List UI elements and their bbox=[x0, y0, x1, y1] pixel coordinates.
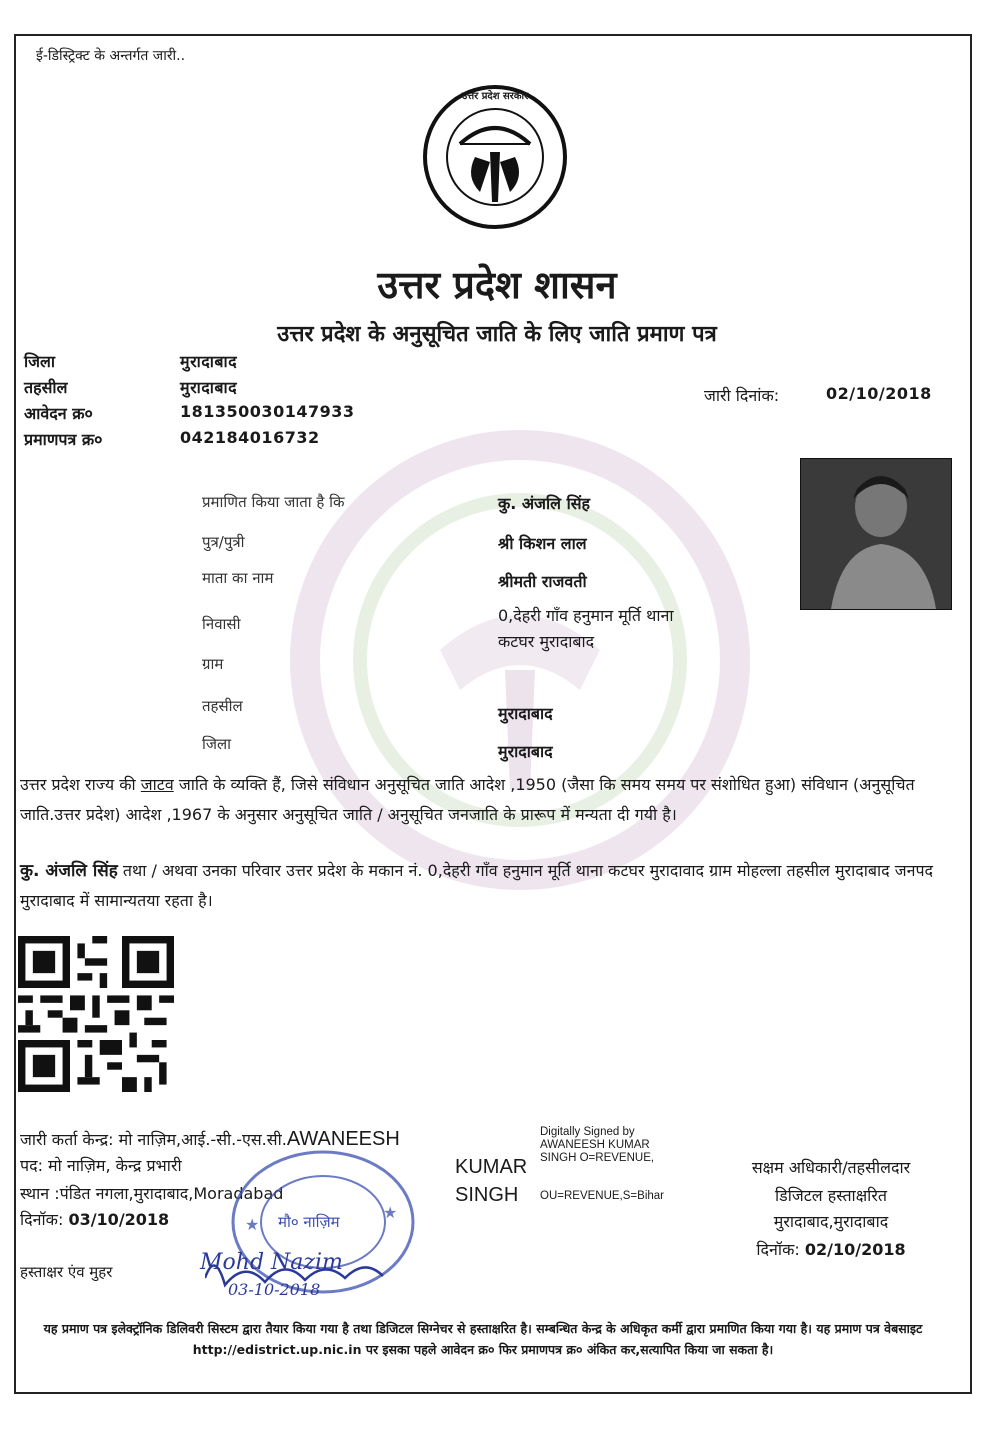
sig-name-line3: SINGH bbox=[455, 1184, 519, 1206]
page-title: उत्तर प्रदेश शासन bbox=[377, 263, 617, 307]
authority-date-row bbox=[700, 1238, 962, 1260]
certificate-subtitle: उत्तर प्रदेश के अनुसूचित जाति के लिए जाति प्रमाण पत्र bbox=[277, 322, 717, 347]
state-emblem-logo bbox=[420, 82, 570, 232]
mother-name: श्रीमती राजवती bbox=[498, 572, 587, 591]
resident-line1: 0,देहरी गाँव हनुमान मूर्ति थाना bbox=[498, 606, 674, 625]
para2-name: कु. अंजलि सिंह bbox=[20, 861, 118, 881]
issue-date-value: 02/10/2018 bbox=[826, 384, 932, 403]
resident-label: निवासी bbox=[202, 615, 241, 633]
disclaimer: यह प्रमाण पत्र इलेक्ट्रॉनिक डिलिवरी सिस्टम द्वारा तैयार किया गया है तथा डिजिटल सिग्नेचर से हस्ताक्षरित है। सम्बन्धित केन्द्र के अधिकृत कर्मी द्वारा प्रमाणित किया गया है। यह प्रमाण पत्र वेबसाइट http://edistrict.up.nic.in पर इसका पहले आवेदन क्र० फिर प्रमाणपत्र क्र० अंकित कर,सत्यापित किया जा सकता है। bbox=[43, 1321, 923, 1357]
para2-text: तथा / अथवा उनका परिवार उत्तर प्रदेश के मकान नं. 0,देहरी गाँव हनुमान मूर्ति थाना कटघर मुरादावाद ग्राम मोहल्ला तहसील मुरादाबाद जनपद मुरादाबाद में सामान्यतया रहता है। bbox=[20, 861, 934, 910]
tehsil-value: मुरादाबाद bbox=[180, 378, 238, 397]
footer-date-row bbox=[20, 1208, 169, 1230]
handwritten-signature: Mohd Nazim bbox=[200, 1250, 343, 1275]
issuing-centre bbox=[20, 1128, 400, 1151]
authority-location: मुरादाबाद,मुरादाबाद bbox=[773, 1212, 889, 1231]
top-note: ई-डिस्ट्रिक्ट के अन्तर्गत जारी.. bbox=[36, 48, 186, 64]
district-label: जिला bbox=[24, 352, 56, 371]
svg-text:★: ★ bbox=[245, 1215, 260, 1234]
sig-detail-3: SINGH O=REVENUE, bbox=[540, 1152, 655, 1164]
district-value: मुरादाबाद bbox=[180, 352, 238, 371]
place: स्थान :पंडित नगला,मुरादाबाद,Moradabad bbox=[20, 1184, 284, 1203]
authority-date-label: दिनॉक: bbox=[756, 1240, 800, 1259]
village-label: ग्राम bbox=[202, 655, 224, 673]
footer-date-value: 03/10/2018 bbox=[68, 1210, 170, 1229]
authority-date-value: 02/10/2018 bbox=[804, 1240, 906, 1259]
para1-pre: उत्तर प्रदेश राज्य की bbox=[20, 775, 141, 794]
application-no-value: 181350030147933 bbox=[180, 402, 355, 421]
tehsil-row-value: मुरादाबाद bbox=[498, 704, 553, 723]
district-row-label: जिला bbox=[202, 735, 232, 753]
issue-date-label: जारी दिनांक: bbox=[704, 386, 780, 405]
mother-label: माता का नाम bbox=[202, 569, 274, 587]
certificate-no-value: 042184016732 bbox=[180, 428, 320, 447]
para1-post: जाति के व्यक्ति हैं, जिसे संविधान अनुसूचित जाति आदेश ,1950 (जैसा कि समय समय पर संशोधित हुआ) संविधान (अनुसूचित जाति.उत्तर प्रदेश) आदेश ,1967 के अनुसार अनुसूचित जाति / अनुसूचित जनजाति के प्रारूप में मन्यता दी गयी है। bbox=[20, 775, 915, 824]
sig-name-line2: KUMAR bbox=[455, 1156, 528, 1178]
applicant-photo bbox=[800, 458, 952, 610]
certificate-no-label: प्रमाणपत्र क्र० bbox=[24, 430, 103, 449]
digitally-signed-label: डिजिटल हस्ताक्षरित bbox=[775, 1186, 887, 1205]
stamp-center-text: मौ० नाज़िम bbox=[278, 1213, 340, 1231]
authority-title: सक्षम अधिकारी/तहसीलदार bbox=[751, 1158, 911, 1177]
emblem-text: उत्तर प्रदेश सरकार bbox=[461, 91, 529, 102]
sig-detail-1: Digitally Signed by bbox=[540, 1126, 635, 1138]
applicant-name: कु. अंजलि सिंह bbox=[498, 494, 591, 513]
application-no-label: आवेदन क्र० bbox=[24, 404, 93, 423]
digital-sig-details bbox=[540, 1126, 654, 1165]
district-row-value: मुरादाबाद bbox=[498, 742, 553, 761]
designation: पद: मो नाज़िम, केन्द्र प्रभारी bbox=[20, 1156, 182, 1175]
sig-detail-4: OU=REVENUE,S=Bihar bbox=[540, 1190, 664, 1202]
father-name: श्री किशन लाल bbox=[498, 534, 587, 553]
certify-label: प्रमाणित किया जाता है कि bbox=[202, 493, 345, 511]
tehsil-label: तहसील bbox=[24, 378, 68, 397]
sig-name-line1: AWANEESH bbox=[286, 1128, 400, 1150]
signature-date: 03-10-2018 bbox=[228, 1280, 321, 1299]
parent-label: पुत्र/पुत्री bbox=[202, 533, 245, 551]
residence-paragraph bbox=[20, 856, 950, 916]
svg-text:★: ★ bbox=[383, 1203, 398, 1222]
tehsil-row-label: तहसील bbox=[202, 697, 243, 715]
footer-date-label: दिनॉक: bbox=[20, 1210, 64, 1229]
issuing-centre-text: जारी कर्ता केन्द्र: मो नाज़िम,आई.-सी.-एस.सी. bbox=[20, 1130, 287, 1149]
caste-name: जाटव bbox=[140, 775, 174, 794]
caste-paragraph bbox=[20, 770, 950, 830]
qr-code bbox=[18, 936, 174, 1092]
resident-line2: कटघर मुरादाबाद bbox=[498, 632, 595, 651]
sig-detail-2: AWANEESH KUMAR bbox=[540, 1139, 650, 1151]
sign-seal-label: हस्ताक्षर एंव मुहर bbox=[20, 1263, 113, 1281]
